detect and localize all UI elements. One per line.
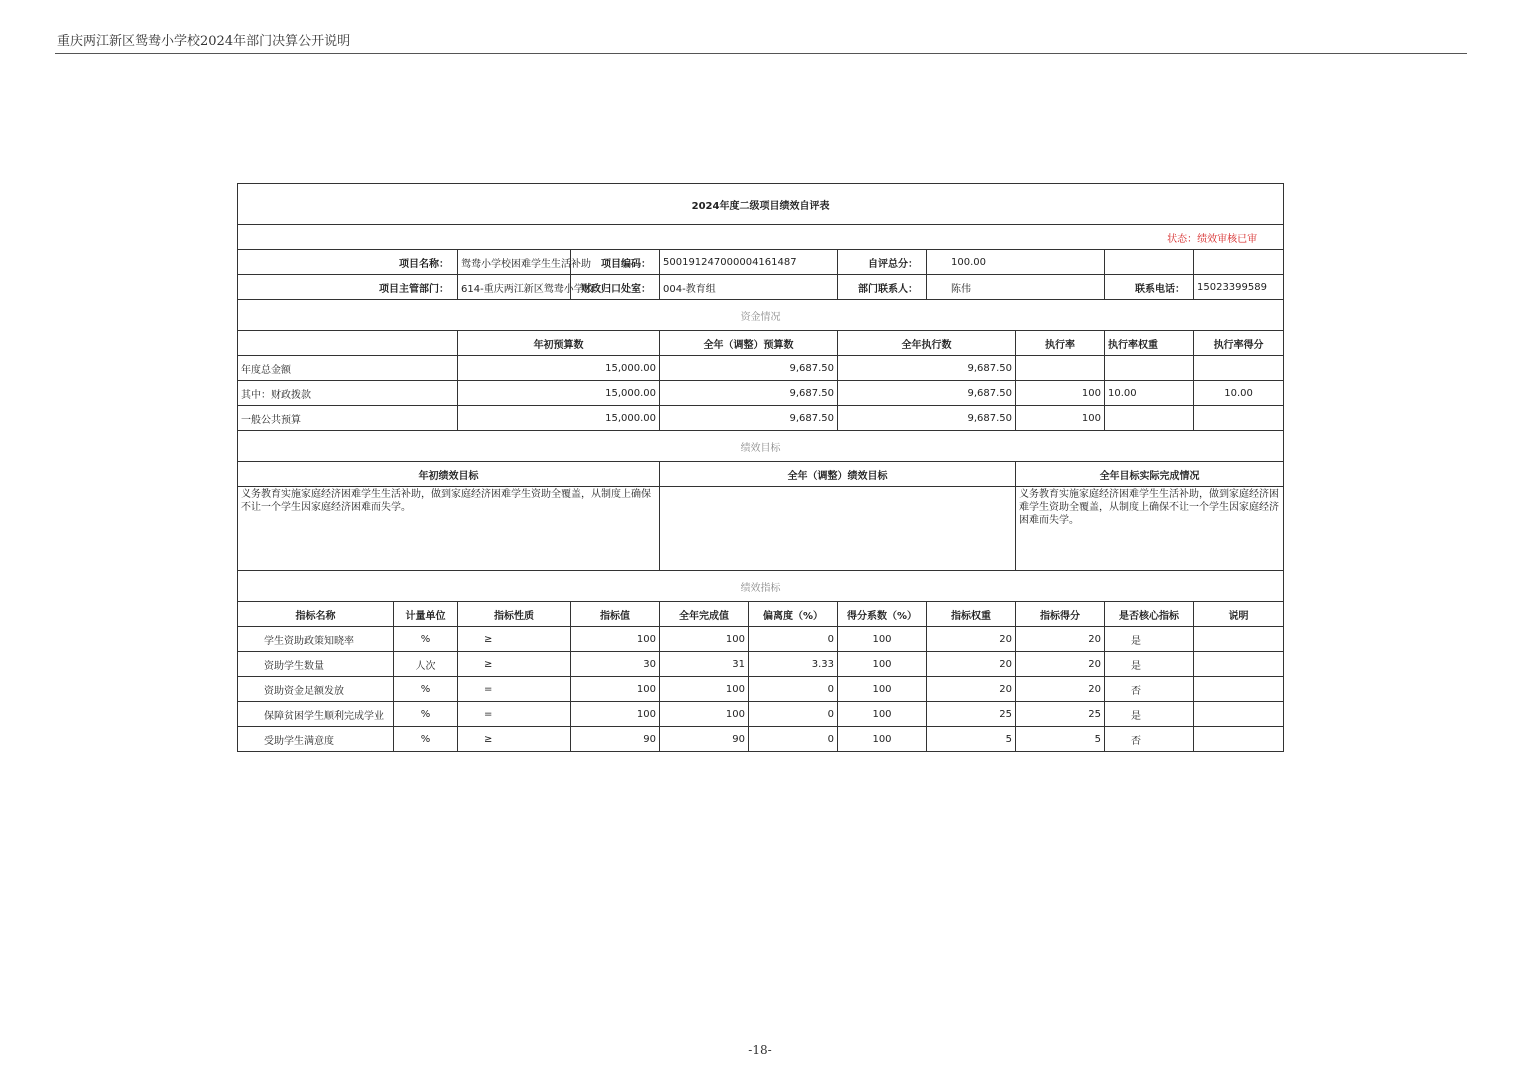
goal-initial-text: 义务教育实施家庭经济困难学生生活补助，做到家庭经济困难学生资助全覆盖，从制度上确保不让一个学生因家庭经济困难而失学。 — [238, 487, 660, 571]
ind-actual: 90 — [660, 727, 749, 752]
ind-core: 是 — [1105, 627, 1194, 652]
funds-row-label: 其中：财政拨款 — [238, 381, 458, 406]
dept-value: 614-重庆两江新区鸳鸯小学校 — [458, 275, 571, 300]
ind-actual: 100 — [660, 627, 749, 652]
ind-deviation: 0 — [749, 677, 838, 702]
ind-note — [1194, 627, 1284, 652]
goal-adjusted-text — [660, 487, 1016, 571]
funds-row-initial: 15,000.00 — [458, 381, 660, 406]
funds-row-rate — [1016, 356, 1105, 381]
ind-deviation: 0 — [749, 702, 838, 727]
funds-row-label: 一般公共预算 — [238, 406, 458, 431]
funds-header-executed: 全年执行数 — [838, 331, 1016, 356]
indicators-header-row — [238, 602, 1284, 627]
ind-score: 20 — [1016, 652, 1105, 677]
funds-row-rate: 100 — [1016, 381, 1105, 406]
ind-header-name: 指标名称 — [238, 602, 394, 627]
form-title: 2024年度二级项目绩效自评表 — [238, 184, 1284, 225]
ind-header-target: 指标值 — [571, 602, 660, 627]
ind-target: 90 — [571, 727, 660, 752]
funds-row-label: 年度总金额 — [238, 356, 458, 381]
funds-section-title: 资金情况 — [238, 300, 1284, 331]
ind-name: 保障贫困学生顺利完成学业 — [238, 702, 394, 727]
ind-nature: ≥ — [458, 727, 571, 752]
funds-row-weight — [1105, 406, 1194, 431]
ind-coef: 100 — [838, 677, 927, 702]
ind-score: 20 — [1016, 677, 1105, 702]
ind-note — [1194, 652, 1284, 677]
ind-note — [1194, 677, 1284, 702]
ind-nature: = — [458, 702, 571, 727]
goals-header-initial: 年初绩效目标 — [238, 462, 660, 487]
funds-row-weight — [1105, 356, 1194, 381]
funds-header-rate: 执行率 — [1016, 331, 1105, 356]
funds-header-initial: 年初预算数 — [458, 331, 660, 356]
ind-target: 100 — [571, 702, 660, 727]
ind-header-coef: 得分系数（%） — [838, 602, 927, 627]
page-number: -18- — [748, 1043, 772, 1057]
ind-header-unit: 计量单位 — [394, 602, 458, 627]
ind-unit: % — [394, 677, 458, 702]
indicator-row — [238, 652, 1284, 677]
ind-header-note: 说明 — [1194, 602, 1284, 627]
ind-score: 5 — [1016, 727, 1105, 752]
header-divider — [55, 53, 1467, 54]
project-name-label: 项目名称： — [238, 250, 458, 275]
ind-score: 20 — [1016, 627, 1105, 652]
funds-header-adjusted: 全年（调整）预算数 — [660, 331, 838, 356]
ind-deviation: 0 — [749, 627, 838, 652]
contact-label: 部门联系人： — [838, 275, 927, 300]
document-header: 重庆两江新区鸳鸯小学校2024年部门决算公开说明 — [57, 34, 351, 49]
ind-coef: 100 — [838, 702, 927, 727]
ind-name: 资助资金足额发放 — [238, 677, 394, 702]
ind-deviation: 3.33 — [749, 652, 838, 677]
ind-weight: 20 — [927, 627, 1016, 652]
funds-row-adjusted: 9,687.50 — [660, 356, 838, 381]
ind-header-actual: 全年完成值 — [660, 602, 749, 627]
project-name-value: 鸳鸯小学校困难学生生活补助 — [458, 250, 571, 275]
ind-score: 25 — [1016, 702, 1105, 727]
ind-header-deviation: 偏离度（%） — [749, 602, 838, 627]
finance-office-value: 004-教育组 — [660, 275, 838, 300]
ind-name: 学生资助政策知晓率 — [238, 627, 394, 652]
contact-value: 陈伟 — [927, 275, 1105, 300]
status-badge: 状态：绩效审核已审 — [238, 225, 1284, 250]
funds-row-adjusted: 9,687.50 — [660, 406, 838, 431]
ind-weight: 20 — [927, 677, 1016, 702]
funds-row-adjusted: 9,687.50 — [660, 381, 838, 406]
funds-row-initial: 15,000.00 — [458, 356, 660, 381]
ind-weight: 25 — [927, 702, 1016, 727]
empty-cell — [1194, 250, 1284, 275]
goal-actual-text: 义务教育实施家庭经济困难学生生活补助，做到家庭经济困难学生资助全覆盖，从制度上确保不让一个学生因家庭经济困难而失学。 — [1016, 487, 1284, 571]
ind-target: 100 — [571, 627, 660, 652]
finance-office-label: 财政归口处室： — [571, 275, 660, 300]
ind-note — [1194, 702, 1284, 727]
project-code-label: 项目编码： — [571, 250, 660, 275]
ind-name: 受助学生满意度 — [238, 727, 394, 752]
indicator-row — [238, 702, 1284, 727]
ind-nature: = — [458, 677, 571, 702]
ind-actual: 31 — [660, 652, 749, 677]
ind-core: 否 — [1105, 727, 1194, 752]
ind-target: 100 — [571, 677, 660, 702]
ind-actual: 100 — [660, 702, 749, 727]
dept-label: 项目主管部门： — [238, 275, 458, 300]
indicator-row — [238, 727, 1284, 752]
ind-note — [1194, 727, 1284, 752]
ind-nature: ≥ — [458, 652, 571, 677]
ind-coef: 100 — [838, 652, 927, 677]
funds-row-rate: 100 — [1016, 406, 1105, 431]
funds-row-executed: 9,687.50 — [838, 381, 1016, 406]
goals-section-title: 绩效目标 — [238, 431, 1284, 462]
funds-header-weight: 执行率权重 — [1105, 331, 1194, 356]
ind-weight: 5 — [927, 727, 1016, 752]
funds-row — [238, 381, 1284, 406]
funds-row — [238, 356, 1284, 381]
ind-header-nature: 指标性质 — [458, 602, 571, 627]
ind-core: 否 — [1105, 677, 1194, 702]
funds-row-score — [1194, 406, 1284, 431]
funds-header-score: 执行率得分 — [1194, 331, 1284, 356]
funds-row — [238, 406, 1284, 431]
ind-unit: 人次 — [394, 652, 458, 677]
ind-unit: % — [394, 702, 458, 727]
self-score-label: 自评总分： — [838, 250, 927, 275]
ind-unit: % — [394, 727, 458, 752]
funds-row-score: 10.00 — [1194, 381, 1284, 406]
funds-row-initial: 15,000.00 — [458, 406, 660, 431]
ind-unit: % — [394, 627, 458, 652]
goals-header-actual: 全年目标实际完成情况 — [1016, 462, 1284, 487]
project-code-value: 500191247000004161487 — [660, 250, 838, 275]
phone-value: 15023399589 — [1194, 275, 1284, 300]
ind-name: 资助学生数量 — [238, 652, 394, 677]
funds-header-blank — [238, 331, 458, 356]
indicators-section-title: 绩效指标 — [238, 571, 1284, 602]
phone-label: 联系电话： — [1105, 275, 1194, 300]
funds-row-weight: 10.00 — [1105, 381, 1194, 406]
indicator-row — [238, 677, 1284, 702]
ind-core: 是 — [1105, 652, 1194, 677]
ind-deviation: 0 — [749, 727, 838, 752]
funds-row-score — [1194, 356, 1284, 381]
ind-coef: 100 — [838, 627, 927, 652]
ind-coef: 100 — [838, 727, 927, 752]
goals-header-adjusted: 全年（调整）绩效目标 — [660, 462, 1016, 487]
indicator-row — [238, 627, 1284, 652]
ind-nature: ≥ — [458, 627, 571, 652]
ind-actual: 100 — [660, 677, 749, 702]
ind-header-core: 是否核心指标 — [1105, 602, 1194, 627]
ind-target: 30 — [571, 652, 660, 677]
ind-header-weight: 指标权重 — [927, 602, 1016, 627]
empty-cell — [1105, 250, 1194, 275]
ind-core: 是 — [1105, 702, 1194, 727]
ind-header-score: 指标得分 — [1016, 602, 1105, 627]
self-score-value: 100.00 — [927, 250, 1105, 275]
performance-evaluation-table — [237, 183, 1284, 752]
funds-row-executed: 9,687.50 — [838, 356, 1016, 381]
funds-row-executed: 9,687.50 — [838, 406, 1016, 431]
ind-weight: 20 — [927, 652, 1016, 677]
